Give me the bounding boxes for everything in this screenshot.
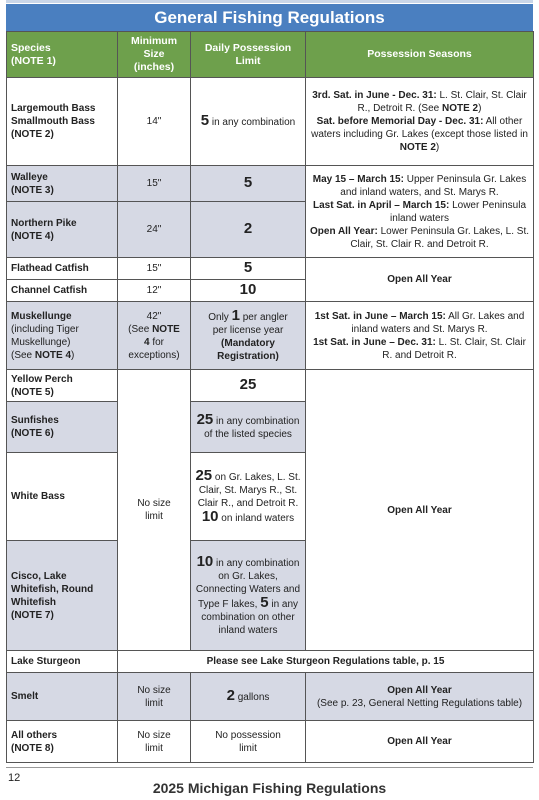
table-row [7, 370, 534, 402]
size-smelt: No size limit [118, 673, 191, 721]
regulations-table [6, 31, 534, 763]
header-min-size: Minimum Size (inches) [118, 32, 191, 78]
season-open-group: Open All Year [306, 370, 534, 651]
limit-smelt: 2 gallons [191, 673, 306, 721]
sturgeon-note: Please see Lake Sturgeon Regulations table, p. 15 [118, 651, 534, 673]
species-others: All others (NOTE 8) [7, 721, 118, 763]
limit-walleye: 5 [191, 166, 306, 202]
season-smelt: Open All Year (See p. 23, General Netting Regulations table) [306, 673, 534, 721]
season-muskie: 1st Sat. in June – March 15: All Gr. Lakes and inland waters and St. Marys R. 1st Sat. in June – Dec. 31: L. St. Clair, St. Clair R. and Detroit R. [306, 302, 534, 370]
species-channel: Channel Catfish [7, 280, 118, 302]
limit-muskie: Only 1 per angler per license year (Mandatory Registration) [191, 302, 306, 370]
top-hairline [6, 0, 533, 3]
limit-pike: 2 [191, 202, 306, 258]
limit-sunfish: 25 in any combination of the listed species [191, 402, 306, 453]
size-flathead: 15" [118, 258, 191, 280]
size-channel: 12" [118, 280, 191, 302]
size-walleye: 15" [118, 166, 191, 202]
table-row [7, 651, 534, 673]
season-bass: 3rd. Sat. in June - Dec. 31: L. St. Clair, St. Clair R., Detroit R. (See NOTE 2) Sat. before Memorial Day - Dec. 31: All other waters including Gr. Lakes (except those listed in NOTE 2) [306, 78, 534, 166]
table-row [7, 166, 534, 202]
limit-cisco: 10 in any combination on Gr. Lakes, Connecting Waters and Type F lakes, 5 in any combination on other inland waters [191, 541, 306, 651]
species-cisco: Cisco, Lake Whitefish, Round Whitefish (NOTE 7) [7, 541, 118, 651]
species-bass: Largemouth Bass Smallmouth Bass (NOTE 2) [7, 78, 118, 166]
species-perch: Yellow Perch (NOTE 5) [7, 370, 118, 402]
species-smelt: Smelt [7, 673, 118, 721]
footer-divider [6, 767, 533, 768]
table-row [7, 721, 534, 763]
limit-others: No possession limit [191, 721, 306, 763]
species-walleye: Walleye (NOTE 3) [7, 166, 118, 202]
limit-channel: 10 [191, 280, 306, 302]
species-whitebass: White Bass [7, 453, 118, 541]
page-number: 12 [8, 772, 21, 784]
species-pike: Northern Pike (NOTE 4) [7, 202, 118, 258]
header-seasons: Possession Seasons [306, 32, 534, 78]
season-walleye-pike: May 15 – March 15: Upper Peninsula Gr. Lakes and inland waters, and St. Marys R. Last Sat. in April – March 15: Lower Peninsula inland waters Open All Year: Lower Peninsula Gr. Lakes, L. St. Clair, St. Clair R. and Detroit R. [306, 166, 534, 258]
footer-title: 2025 Michigan Fishing Regulations [152, 780, 387, 796]
size-pike: 24" [118, 202, 191, 258]
limit-perch: 25 [191, 370, 306, 402]
table-row [7, 78, 534, 166]
size-bass: 14" [118, 78, 191, 166]
species-muskie: Muskellunge (including Tiger Muskellunge) (See NOTE 4) [7, 302, 118, 370]
size-muskie: 42" (See NOTE 4 for exceptions) [118, 302, 191, 370]
table-row [7, 302, 534, 370]
header-daily-limit: Daily Possession Limit [191, 32, 306, 78]
limit-flathead: 5 [191, 258, 306, 280]
page-title: General Fishing Regulations [6, 4, 533, 31]
species-flathead: Flathead Catfish [7, 258, 118, 280]
header-species: Species (NOTE 1) [7, 32, 118, 78]
species-sunfish: Sunfishes (NOTE 6) [7, 402, 118, 453]
limit-whitebass: 25 on Gr. Lakes, L. St. Clair, St. Marys R., St. Clair R., and Detroit R. 10 on inland waters [191, 453, 306, 541]
table-row [7, 673, 534, 721]
species-sturgeon: Lake Sturgeon [7, 651, 118, 673]
table-row [7, 258, 534, 280]
limit-bass: 5 in any combination [191, 78, 306, 166]
season-others: Open All Year [306, 721, 534, 763]
size-others: No size limit [118, 721, 191, 763]
size-no-limit-group: No size limit [118, 370, 191, 651]
header-row [7, 32, 534, 78]
season-catfish: Open All Year [306, 258, 534, 302]
